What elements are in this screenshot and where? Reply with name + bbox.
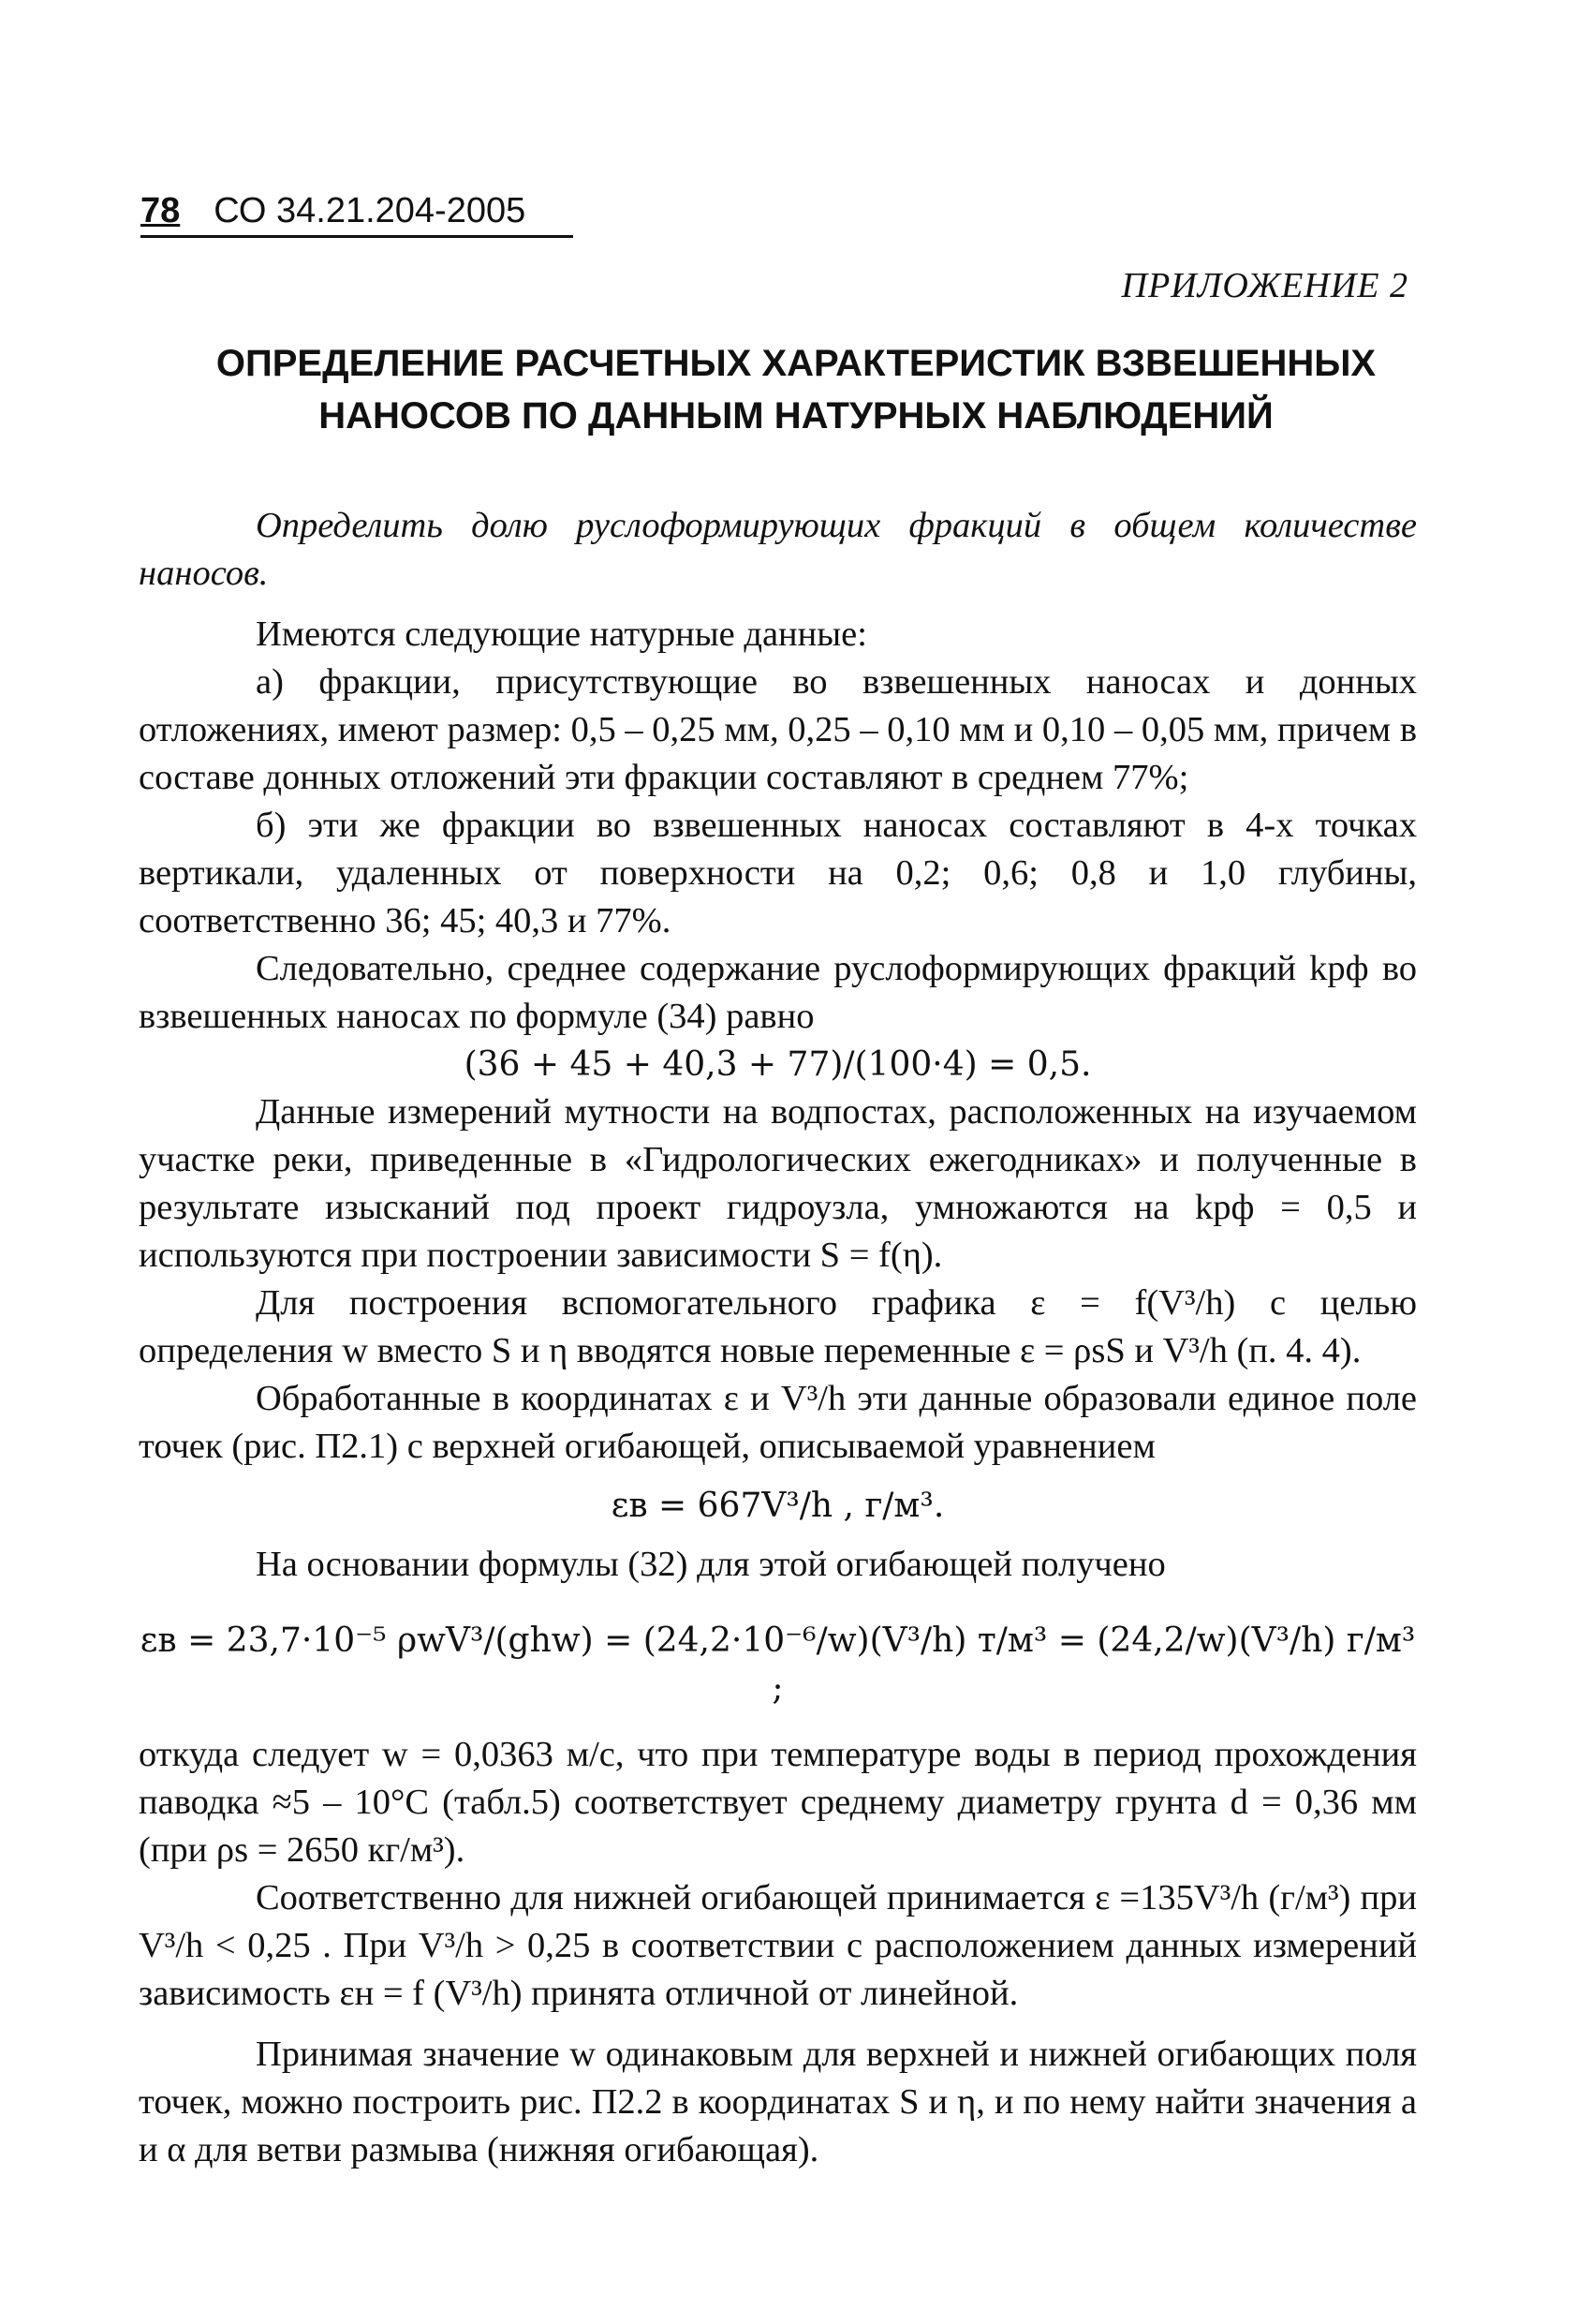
document-body <box>139 502 1417 2174</box>
formula-epsilon: εв = 23,7·10⁻⁵ ρwV³/(ghw) = (24,2·10⁻⁶/w)(V³/h) т/м³ = (24,2/w)(V³/h) г/м³ ; <box>140 1621 1416 1708</box>
paragraph-lower-envelope: Соответственно для нижней огибающей принимается ε =135V³/h (г/м³) при V³/h < 0,25 . При V³/h > 0,25 в соответствии с расположением данных измерений зависимость εн = f (V³/h) принята отличной от линейной. <box>139 1878 1417 2013</box>
appendix-label: ПРИЛОЖЕНИЕ 2 <box>1121 266 1408 305</box>
paragraph-fall-velocity: откуда следует w = 0,0363 м/с, что при температуре воды в период прохождения паводка ≈5 – 10°С (табл.5) соответствует среднему диаметру грунта d = 0,36 мм (при ρs = 2650 кг/м³). <box>139 1735 1417 1870</box>
standard-code: СО 34.21.204-2005 <box>214 191 526 230</box>
paragraph-envelope: Обработанные в координатах ε и V³/h эти данные образовали единое поле точек (рис. П2.1) с верхней огибающей, описываемой уравнением <box>139 1379 1417 1466</box>
paragraph-aux-graph: Для построения вспомогательного графика ε = f(V³/h) с целью определения w вместо S и η вводятся новые переменные ε = ρsS и V³/h (п. 4. 4). <box>139 1283 1417 1370</box>
paragraph-formula-32: На основании формулы (32) для этой огибающей получено <box>256 1545 1166 1584</box>
title-line-2: НАНОСОВ ПО ДАННЫМ НАТУРНЫХ НАБЛЮДЕНИЙ <box>318 395 1274 437</box>
formula-mean: (36 + 45 + 40,3 + 77)/(100·4) = 0,5. <box>464 1045 1092 1084</box>
page-number: 78 <box>140 191 181 230</box>
page-title <box>131 337 1461 442</box>
paragraph-data-intro: Имеются следующие натурные данные: <box>256 614 867 654</box>
paragraph-item-a: а) фракции, присутствующие во взвешенных наносах и донных отложениях, имеют размер: 0,5 – 0,25 мм, 0,25 – 0,10 мм и 0,10 – 0,05 мм, причем в составе донных отложений эти фракции составляют в среднем 77%; <box>139 662 1417 797</box>
formula-upper-envelope: εв = 667V³/h , г/м³. <box>611 1487 945 1525</box>
paragraph-item-b: б) эти же фракции во взвешенных наносах составляют в 4-х точках вертикали, удаленных от поверхности на 0,2; 0,6; 0,8 и 1,0 глубины, соответственно 36; 45; 40,3 и 77%. <box>139 806 1417 940</box>
paragraph-mean-content: Следовательно, среднее содержание руслоформирующих фракций kрф во взвешенных наносах по формуле (34) равно <box>139 949 1417 1036</box>
intro-paragraph: Определить долю руслоформирующих фракций в общем количестве наносов. <box>139 506 1417 593</box>
running-header <box>140 190 573 238</box>
paragraph-conclusion: Принимая значение w одинаковым для верхней и нижней огибающих поля точек, можно построить рис. П2.2 в координатах S и η, и по нему найти значения a и α для ветви размыва (нижняя огибающая). <box>139 2035 1417 2169</box>
paragraph-turbidity: Данные измерений мутности на водпостах, расположенных на изучаемом участке реки, приведенные в «Гидрологических ежегодниках» и полученные в результате изысканий под проект гидроузла, умножаются на kрф = 0,5 и используются при построении зависимости S = f(η). <box>139 1092 1417 1275</box>
title-line-1: ОПРЕДЕЛЕНИЕ РАСЧЕТНЫХ ХАРАКТЕРИСТИК ВЗВЕШЕННЫХ <box>215 343 1377 384</box>
